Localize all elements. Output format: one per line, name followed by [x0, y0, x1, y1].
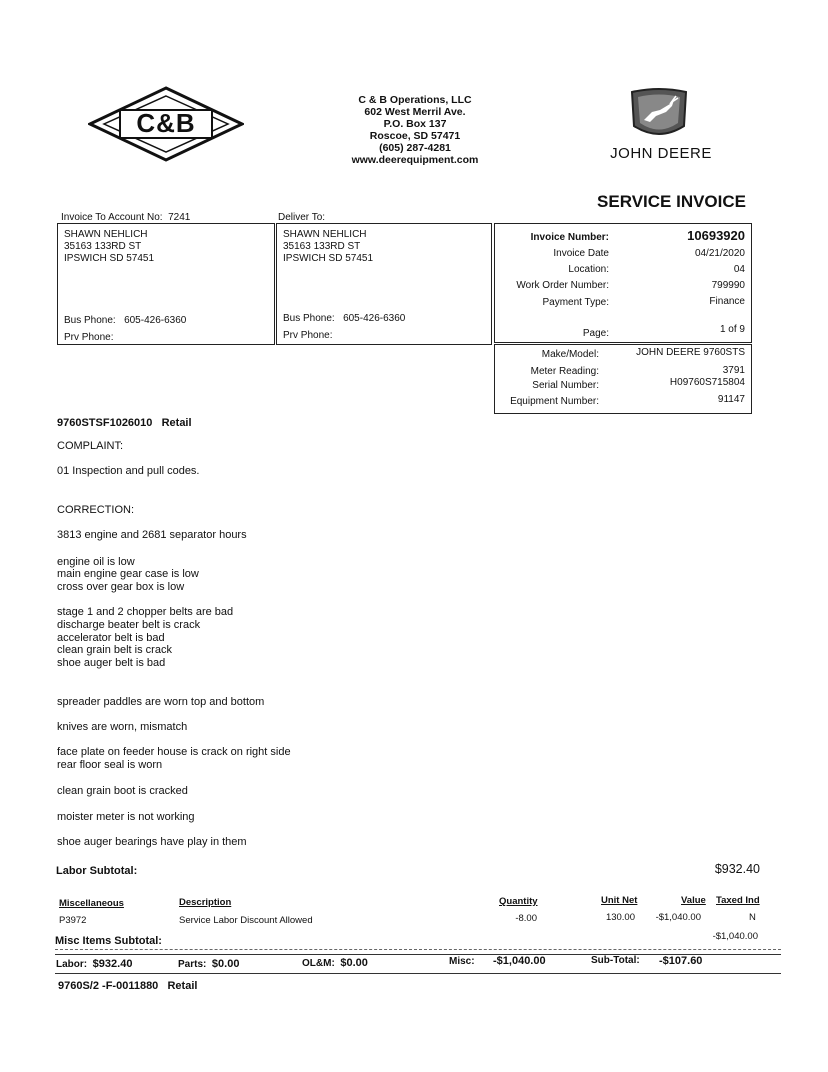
job-type: Retail	[161, 417, 192, 429]
invoice-number: 10693920	[687, 228, 745, 243]
customer-street: 35163 133RD ST	[64, 241, 142, 252]
page-number: 1 of 9	[719, 324, 745, 335]
totals-subtotal-value: -$107.60	[659, 955, 703, 967]
invoice-to-box	[57, 223, 275, 345]
serial-number-label: Serial Number:	[532, 380, 599, 391]
job-header	[57, 417, 192, 429]
invoice-title: SERVICE INVOICE	[597, 192, 746, 211]
invoice-to-label: Invoice To Account No: 7241	[61, 212, 191, 223]
correction-line: rear floor seal is worn	[57, 759, 163, 771]
deliver-prv-phone-label: Prv Phone:	[283, 330, 333, 341]
deliver-bus-phone: 605-426-6360	[343, 313, 406, 324]
misc-row-unit-net: 130.00	[605, 912, 635, 923]
correction-line: discharge beater belt is crack	[57, 619, 201, 631]
col-header-quantity: Quantity	[499, 896, 538, 907]
payment-type-label: Payment Type:	[542, 297, 609, 308]
correction-line: cross over gear box is low	[57, 581, 185, 593]
cb-logo	[88, 86, 244, 162]
customer-city: IPSWICH SD 57451	[64, 253, 155, 264]
col-header-taxed-ind: Taxed Ind	[716, 895, 760, 906]
misc-row-value: -$1,040.00	[655, 912, 701, 923]
deliver-to-box	[276, 223, 492, 345]
deliver-to-label: Deliver To:	[278, 212, 326, 223]
divider	[55, 973, 781, 974]
correction-label: CORRECTION:	[57, 504, 134, 516]
col-header-description: Description	[179, 897, 232, 908]
location-label: Location:	[568, 264, 609, 275]
totals-misc-label: Misc:	[449, 956, 475, 967]
correction-line: moister meter is not working	[57, 811, 195, 823]
prv-phone-label: Prv Phone:	[64, 332, 114, 343]
serial-number: H09760S715804	[669, 377, 745, 388]
correction-line: shoe auger belt is bad	[57, 657, 166, 669]
complaint-text: 01 Inspection and pull codes.	[57, 465, 200, 477]
deliver-city: IPSWICH SD 57451	[283, 253, 374, 264]
dealer-address	[330, 94, 500, 166]
correction-line: face plate on feeder house is crack on right side	[57, 746, 291, 758]
correction-line: accelerator belt is bad	[57, 632, 165, 644]
footer-job-code: 9760S/2 -F-0011880 Retail	[58, 980, 198, 992]
correction-line: knives are worn, mismatch	[57, 721, 188, 733]
totals-subtotal-label: Sub-Total:	[591, 955, 640, 966]
col-header-value: Value	[681, 895, 706, 906]
dealer-website: www.deerequipment.com	[351, 154, 479, 166]
divider	[55, 949, 781, 950]
deliver-name: SHAWN NEHLICH	[283, 229, 367, 240]
deliver-street: 35163 133RD ST	[283, 241, 361, 252]
work-order-label: Work Order Number:	[516, 280, 609, 291]
complaint-label: COMPLAINT:	[57, 440, 124, 452]
deliver-bus-phone-label: Bus Phone:	[283, 313, 335, 324]
equipment-number: 91147	[717, 394, 745, 405]
bus-phone-label: Bus Phone:	[64, 315, 116, 326]
misc-row-quantity: -8.00	[515, 913, 537, 924]
account-number: 7241	[168, 212, 191, 223]
equipment-box	[494, 344, 752, 414]
invoice-info-box	[494, 223, 752, 343]
correction-line: 3813 engine and 2681 separator hours	[57, 529, 247, 541]
dealer-po-box: P.O. Box 137	[383, 118, 447, 130]
col-header-miscellaneous: Miscellaneous	[59, 898, 124, 909]
correction-line: main engine gear case is low	[57, 568, 199, 580]
dealer-city: Roscoe, SD 57471	[369, 130, 461, 142]
location: 04	[733, 264, 745, 275]
cb-logo-text: C&B	[136, 108, 196, 138]
meter-reading: 3791	[722, 365, 745, 376]
bus-phone: 605-426-6360	[124, 315, 187, 326]
brand-name: JOHN DEERE	[610, 145, 712, 162]
misc-row-code: P3972	[59, 915, 87, 926]
equipment-number-label: Equipment Number:	[510, 396, 599, 407]
correction-line: clean grain boot is cracked	[57, 785, 188, 797]
dealer-phone: (605) 287-4281	[379, 142, 451, 154]
totals-misc-value: -$1,040.00	[493, 955, 546, 967]
misc-subtotal-value: -$1,040.00	[712, 931, 758, 942]
dealer-name: C & B Operations, LLC	[358, 94, 472, 106]
correction-line: shoe auger bearings have play in them	[57, 836, 247, 848]
correction-line: stage 1 and 2 chopper belts are bad	[57, 606, 234, 618]
totals-labor: Labor: $932.40	[56, 958, 133, 970]
dealer-street: 602 West Merril Ave.	[364, 106, 466, 118]
make-model: JOHN DEERE 9760STS	[636, 347, 745, 358]
payment-type: Finance	[709, 296, 745, 307]
meter-reading-label: Meter Reading:	[530, 366, 599, 377]
invoice-date: 04/21/2020	[694, 248, 745, 259]
misc-row-description: Service Labor Discount Allowed	[179, 915, 313, 926]
invoice-date-label: Invoice Date	[553, 248, 609, 259]
customer-name: SHAWN NEHLICH	[64, 229, 148, 240]
job-code: 9760STSF1026010	[57, 417, 153, 429]
invoice-number-label: Invoice Number:	[530, 232, 609, 243]
labor-subtotal-label: Labor Subtotal:	[56, 865, 138, 877]
col-header-unit-net: Unit Net	[601, 895, 638, 906]
page-label: Page:	[582, 328, 609, 339]
totals-parts: Parts: $0.00	[178, 958, 240, 970]
deer-logo-icon	[626, 86, 692, 140]
totals-olm: OL&M: $0.00	[302, 957, 368, 969]
labor-subtotal-value: $932.40	[714, 862, 760, 876]
make-model-label: Make/Model:	[541, 349, 599, 360]
correction-line: engine oil is low	[57, 556, 135, 568]
correction-line: clean grain belt is crack	[57, 644, 172, 656]
misc-subtotal-label: Misc Items Subtotal:	[55, 935, 162, 947]
correction-line: spreader paddles are worn top and bottom	[57, 696, 265, 708]
misc-row-taxed: N	[749, 912, 756, 923]
work-order-number: 799990	[711, 280, 745, 291]
